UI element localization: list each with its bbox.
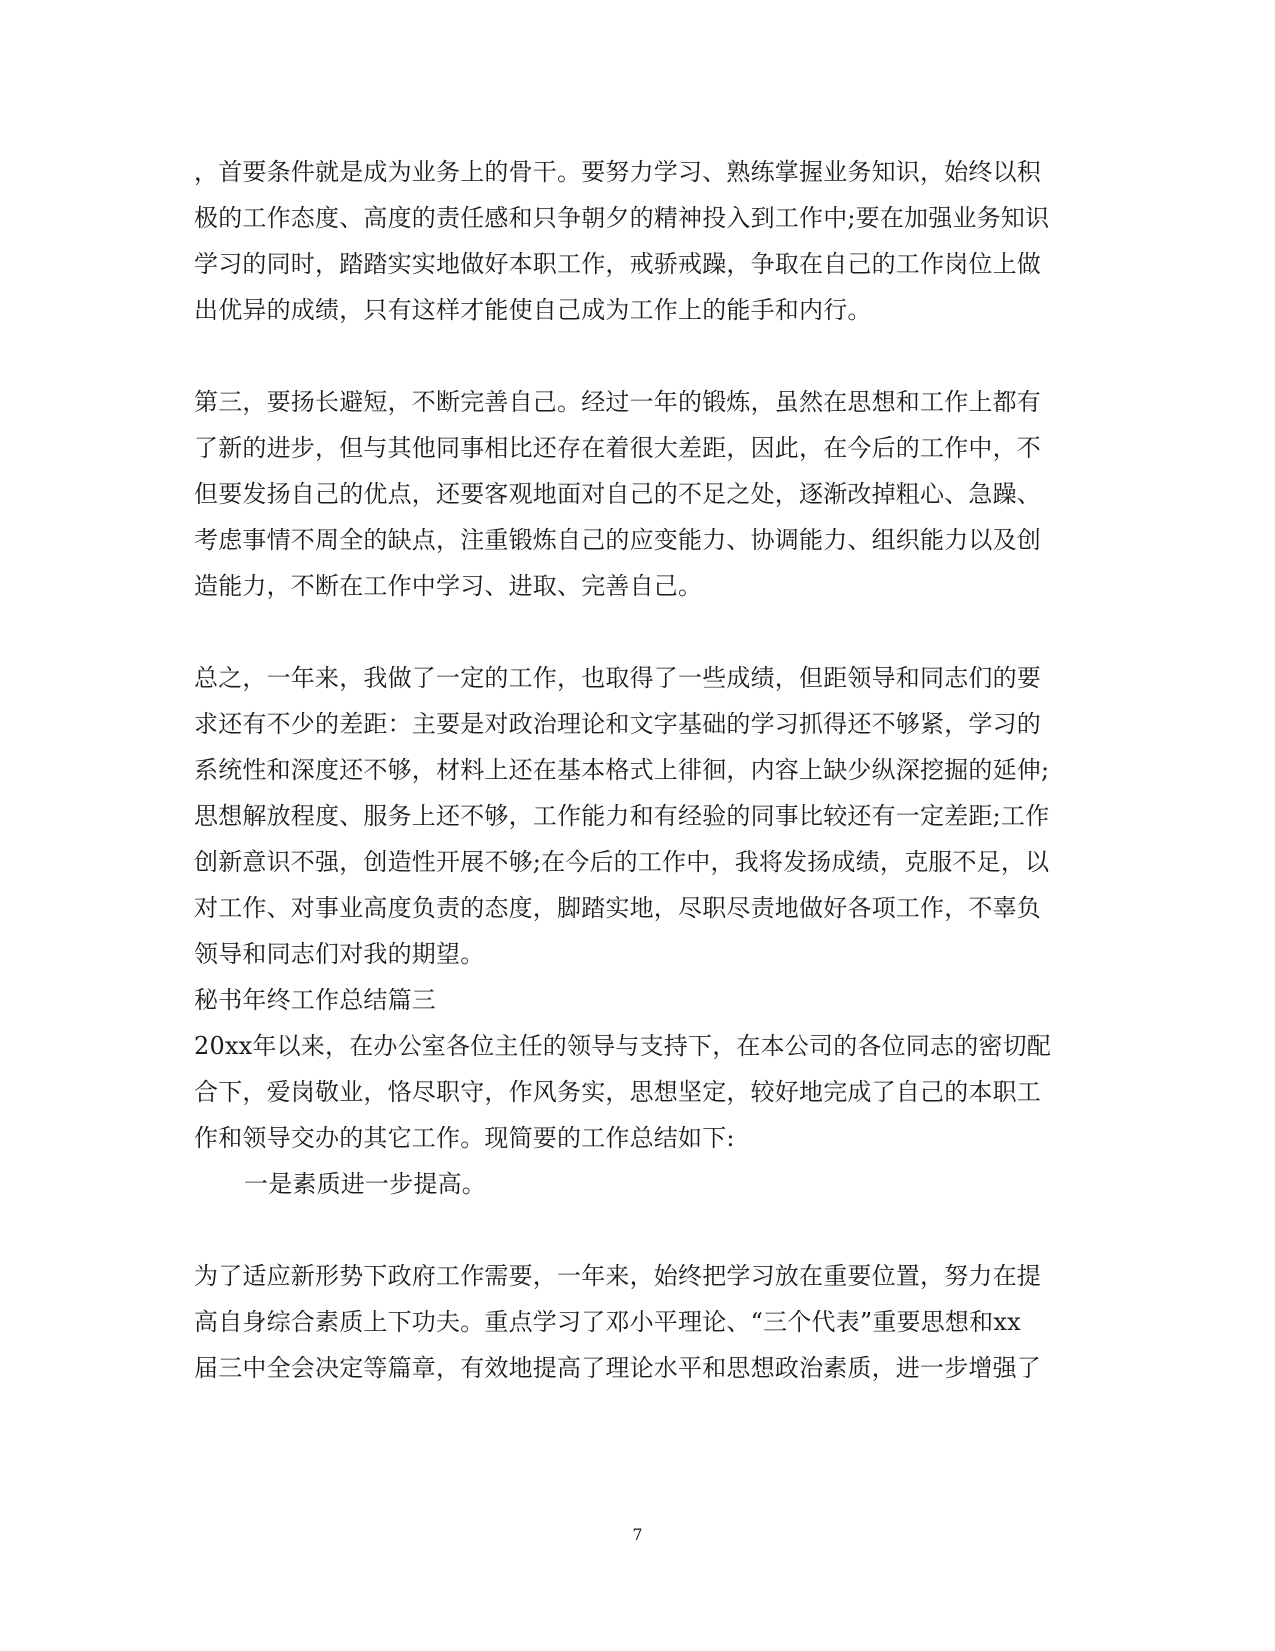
text-line: 极的工作态度、高度的责任感和只争朝夕的精神投入到工作中;要在加强业务知识 — [194, 204, 1050, 232]
text-line: ，首要条件就是成为业务上的骨干。要努力学习、熟练掌握业务知识，始终以积 — [194, 158, 1041, 186]
text-line: 系统性和深度还不够，材料上还在基本格式上徘徊，内容上缺少纵深挖掘的延伸; — [194, 756, 1050, 784]
text-line: 总之，一年来，我做了一定的工作，也取得了一些成绩，但距领导和同志们的要 — [194, 664, 1041, 692]
section-heading: 秘书年终工作总结篇三 — [194, 986, 436, 1014]
text-line: 思想解放程度、服务上还不够，工作能力和有经验的同事比较还有一定差距;工作 — [194, 802, 1050, 830]
text-line: 高自身综合素质上下功夫。重点学习了邓小平理论、“三个代表”重要思想和xx — [194, 1308, 1021, 1336]
text-line: 学习的同时，踏踏实实地做好本职工作，戒骄戒躁，争取在自己的工作岗位上做 — [194, 250, 1041, 278]
text-line: 20xx年以来，在办公室各位主任的领导与支持下，在本公司的各位同志的密切配 — [194, 1032, 1052, 1060]
text-line: 出优异的成绩，只有这样才能使自己成为工作上的能手和内行。 — [194, 296, 872, 324]
page-number: 7 — [632, 1525, 643, 1544]
text-line: 第三，要扬长避短，不断完善自己。经过一年的锻炼，虽然在思想和工作上都有 — [194, 388, 1041, 416]
text-line: 合下，爱岗敬业，恪尽职守，作风务实，思想坚定，较好地完成了自己的本职工 — [194, 1078, 1041, 1106]
text-line: 为了适应新形势下政府工作需要，一年来，始终把学习放在重要位置，努力在提 — [194, 1262, 1041, 1290]
sub-heading: 一是素质进一步提高。 — [244, 1170, 486, 1198]
text-line: 但要发扬自己的优点，还要客观地面对自己的不足之处，逐渐改掉粗心、急躁、 — [194, 480, 1041, 508]
text-line: 了新的进步，但与其他同事相比还存在着很大差距，因此，在今后的工作中，不 — [194, 434, 1041, 462]
text-line: 求还有不少的差距：主要是对政治理论和文字基础的学习抓得还不够紧，学习的 — [194, 710, 1041, 738]
text-line: 作和领导交办的其它工作。现简要的工作总结如下: — [194, 1124, 735, 1152]
text-line: 造能力，不断在工作中学习、进取、完善自己。 — [194, 572, 703, 600]
text-line: 对工作、对事业高度负责的态度，脚踏实地，尽职尽责地做好各项工作，不辜负 — [194, 894, 1041, 922]
text-line: 考虑事情不周全的缺点，注重锻炼自己的应变能力、协调能力、组织能力以及创 — [194, 526, 1041, 554]
text-line: 领导和同志们对我的期望。 — [194, 940, 485, 968]
text-line: 届三中全会决定等篇章，有效地提高了理论水平和思想政治素质，进一步增强了 — [194, 1354, 1041, 1382]
text-line: 创新意识不强，创造性开展不够;在今后的工作中，我将发扬成绩，克服不足，以 — [194, 848, 1050, 876]
